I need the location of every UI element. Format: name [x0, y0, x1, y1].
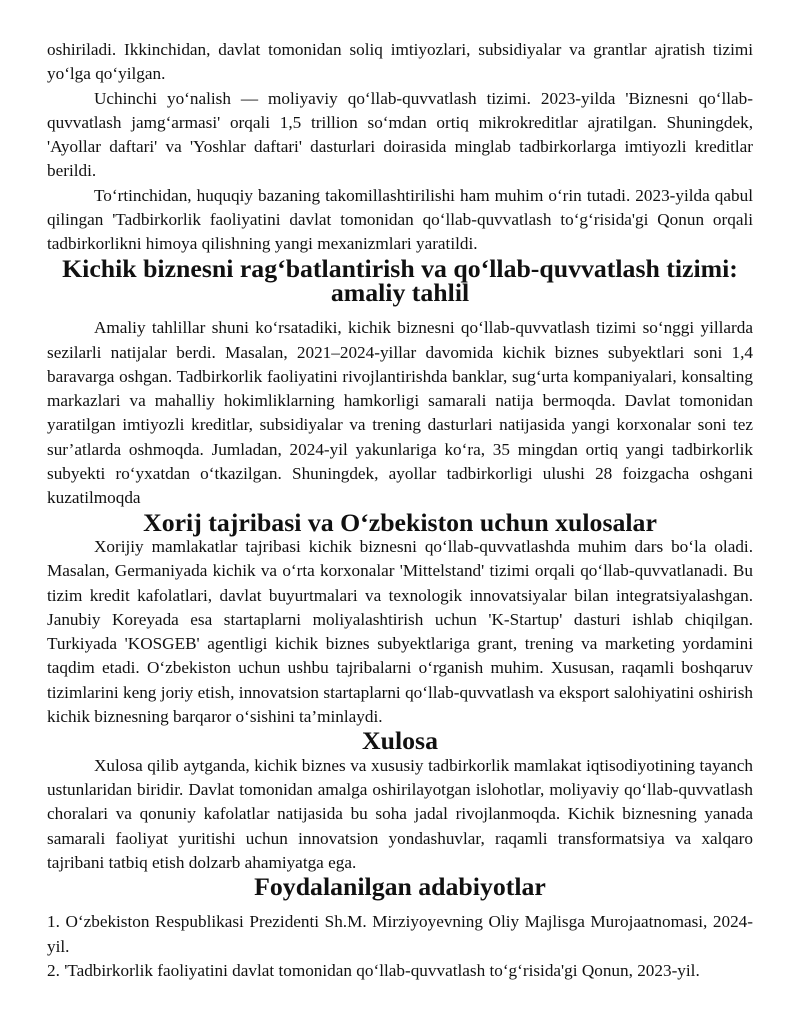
paragraph-financial-support: Uchinchi yo‘nalish — moliyaviy qo‘llab-quvvatlash tizimi. 2023-yilda 'Biznesni qo‘llab-quvvatlash jamg‘armasi' orqali 1,5 trillion so‘mdan ortiq mikrokreditlar ajratilgan. Shuningdek, 'Ayollar daftari' va 'Yoshlar daftari' dasturlari doirasida minglab tadbirkorlarga imtiyozli kreditlar berildi.: [47, 88, 753, 181]
section-heading-practical-analysis: Kichik biznesni rag‘batlantirish va qo‘llab-quvvatlash tizimi: amaliy tahlil: [62, 253, 738, 307]
reference-item-2: 2. 'Tadbirkorlik faoliyatini davlat tomonidan qo‘llab-quvvatlash to‘g‘risida'gi Qonun, 2023-yil.: [47, 960, 700, 980]
section-heading-foreign-experience: Xorij tajribasi va O‘zbekiston uchun xulosalar: [143, 507, 657, 537]
references-heading: Foydalanilgan adabiyotlar: [254, 872, 546, 902]
section-heading-conclusion: Xulosa: [362, 726, 438, 756]
paragraph-legal-base: To‘rtinchidan, huquqiy bazaning takomillashtirilishi ham muhim o‘rin tutadi. 2023-yilda qabul qilingan 'Tadbirkorlik faoliyatini davlat tomonidan qo‘llab-quvvatlash to‘g‘risida'gi Qonun orqali tadbirkorlikni himoya qilishning yangi mexanizmlari yaratildi.: [47, 185, 753, 254]
document-page: [47, 38, 753, 983]
paragraph-foreign-experience: Xorijiy mamlakatlar tajribasi kichik biznesni qo‘llab-quvvatlashda muhim dars bo‘la oladi. Masalan, Germaniyada kichik va o‘rta korxonalar 'Mittelstand' tizimi orqali qo‘llab-quvvatlanadi. Bu tizim kredit kafolatlari, davlat buyurtmalari va texnologik innovatsiyalar bilan integratsiyalashgan. Janubiy Koreyada esa startaplarni moliyalashtirish uchun 'K-Startup' dasturi ishlab chiqilgan. Turkiyada 'KOSGEB' agentligi kichik biznes subyektlariga grant, trening va marketing yordamini taqdim etadi. O‘zbekiston uchun ushbu tajribalarni o‘rganish muhim. Xususan, raqamli boshqaruv tizimlarini keng joriy etish, innovatsion startaplarni qo‘llab-quvvatlash va eksport salohiyatini oshirish kichik biznesning barqaror o‘sishini ta’minlaydi.: [47, 536, 753, 727]
paragraph-conclusion: Xulosa qilib aytganda, kichik biznes va xususiy tadbirkorlik mamlakat iqtisodiyotining tayanch ustunlaridan biridir. Davlat tomonidan amalga oshirilayotgan islohotlar, moliyaviy qo‘llab-quvvatlash choralari va qonuniy kafolatlar natijasida bu soha jadal rivojlanmoqda. Kichik biznesning yanada samarali faoliyat yuritishi uchun innovatsion yondashuvlar, raqamli transformatsiya va xalqaro tajribani tatbiq etish dolzarb ahamiyatga ega.: [47, 755, 753, 872]
paragraph-practical-analysis: Amaliy tahlillar shuni ko‘rsatadiki, kichik biznesni qo‘llab-quvvatlash tizimi so‘nggi yillarda sezilarli natijalar berdi. Masalan, 2021–2024-yillar davomida kichik biznes subyektlari soni 1,4 baravarga oshgan. Tadbirkorlik faoliyatini rivojlantirishda banklar, sug‘urta kompaniyalari, konsalting markazlari va mahalliy hokimliklarning hamkorligi samarali natija bermoqda. Davlat tomonidan yaratilgan imtiyozli kreditlar, subsidiyalar va trening dasturlari natijasida yangi korxonalar soni tez sur’atlarda oshmoqda. Jumladan, 2024-yil yakunlariga ko‘ra, 35 mingdan ortiq yangi tadbirkorlik subyekti ro‘yxatdan o‘tkazilgan. Shuningdek, ayollar tadbirkorligi ulushi 28 foizgacha oshgani kuzatilmoqda: [47, 318, 753, 508]
paragraph-continuation: oshiriladi. Ikkinchidan, davlat tomonidan soliq imtiyozlari, subsidiyalar va grantlar ajratish tizimi yo‘lga qo‘yilgan.: [47, 40, 753, 84]
reference-item-1: 1. O‘zbekiston Respublikasi Prezidenti Sh.M. Mirziyoyevning Oliy Majlisga Murojaatnomasi, 2024-yil.: [47, 912, 753, 956]
